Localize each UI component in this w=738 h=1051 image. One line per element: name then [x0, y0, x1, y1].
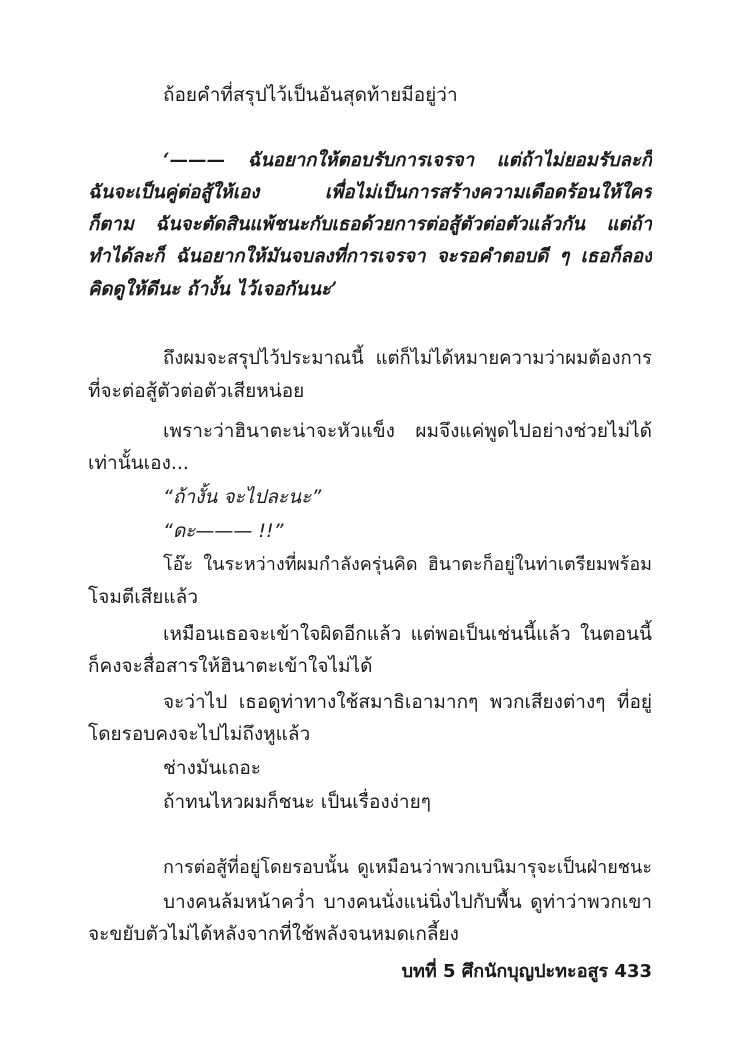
- dialogue-line: “ถ้างั้น จะไปละนะ”: [163, 486, 322, 508]
- paragraph-line: ถึงผมจะสรุปไว้ประมาณนี้ แต่ก็ไม่ได้หมายความว่าผมต้องการ: [163, 348, 652, 369]
- paragraph-line: เพราะว่าฮินาตะน่าจะหัวแข็ง ผมจึงแค่พูดไปอย่างช่วยไม่ได้: [163, 420, 652, 442]
- paragraph-line: เหมือนเธอจะเข้าใจผิดอีกแล้ว แต่พอเป็นเช่นนี้แล้ว ในตอนนี้: [163, 623, 652, 645]
- paragraph-line: ช่างมันเถอะ: [163, 757, 261, 779]
- paragraph-line: โดยรอบคงจะไปไม่ถึงหูแล้ว: [88, 723, 311, 745]
- quoted-message-line: ทำได้ละก็ ฉันอยากให้มันจบลงที่การเจรจา จะรอคำตอบดี ๆ เธอก็ลอง: [88, 246, 652, 267]
- paragraph-line: จะว่าไป เธอดูท่าทางใช้สมาธิเอามากๆ พวกเสียงต่างๆ ที่อยู่: [163, 691, 652, 713]
- paragraph-line: บางคนล้มหน้าคว่ำ บางคนนั่งแน่นิ่งไปกับพื้น ดูท่าว่าพวกเขา: [163, 891, 652, 913]
- paragraph-line: เท่านั้นเอง...: [88, 452, 189, 474]
- paragraph-line: ก็คงจะสื่อสารให้ฮินาตะเข้าใจไม่ได้: [88, 655, 373, 677]
- paragraph-line: ถ้าทนไหวผมก็ชนะ เป็นเรื่องง่ายๆ: [163, 791, 431, 813]
- quoted-message-line: คิดดูให้ดีนะ ถ้างั้น ไว้เจอกันนะ’: [88, 279, 338, 300]
- quoted-message-line: ก็ตาม ฉันจะตัดสินแพ้ชนะกับเธอด้วยการต่อสู้ตัวต่อตัวแล้วกัน แต่ถ้า: [88, 214, 652, 235]
- quoted-message-line: ‘——— ฉันอยากให้ตอบรับการเจรจา แต่ถ้าไม่ยอมรับละก็: [163, 150, 652, 171]
- paragraph-line: โอ๊ะ ในระหว่างที่ผมกำลังครุ่นคิด ฮินาตะก็อยู่ในท่าเตรียมพร้อม: [163, 554, 652, 575]
- quoted-message-line: ฉันจะเป็นคู่ต่อสู้ให้เอง เพื่อไม่เป็นการสร้างความเดือดร้อนให้ใคร: [88, 182, 652, 203]
- dialogue-line: “ดะ——— !!”: [163, 520, 284, 542]
- page-footer: บทที่ 5 ศึกนักบุญปะทะอสูร 433: [401, 961, 652, 982]
- paragraph-line: ถ้อยคำที่สรุปไว้เป็นอันสุดท้ายมีอยู่ว่า: [163, 84, 458, 106]
- paragraph-line: จะขยับตัวไม่ได้หลังจากที่ใช้พลังจนหมดเกลี้ยง: [88, 923, 459, 945]
- paragraph-line: ที่จะต่อสู้ตัวต่อตัวเสียหน่อย: [88, 380, 305, 402]
- paragraph-line: การต่อสู้ที่อยู่โดยรอบนั้น ดูเหมือนว่าพวกเบนิมารุจะเป็นฝ่ายชนะ: [163, 857, 652, 878]
- paragraph-line: โจมตีเสียแล้ว: [88, 586, 198, 608]
